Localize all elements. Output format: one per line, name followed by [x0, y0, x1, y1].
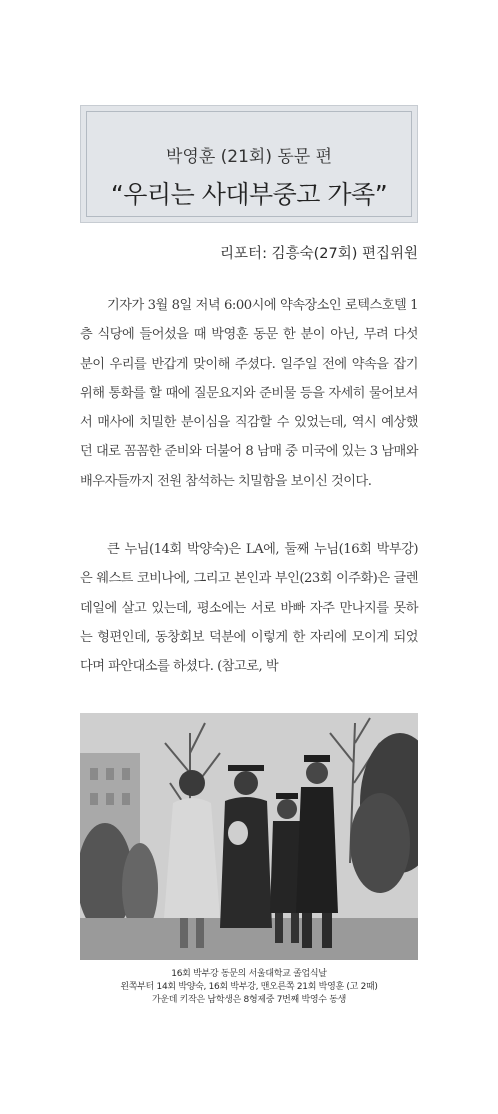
body-paragraph-1: 기자가 3월 8일 저녁 6:00시에 약속장소인 로텍스호텔 1층 식당에 들어섰을 때 박영훈 동문 한 분이 아닌, 무려 다섯 분이 우리를 반갑게 맞이해 주셨다. 일주일 전에 약속을 잡기 위해 통화를 할 때에 질문요지와 준비물 등을 자세히 물어보셔서 매사에 치밀한 분이심을 직감할 수 있었는데, 역시 예상했던 대로 꼼꼼한 준비와 더불어 8 남매 중 미국에 있는 3 남매와 배우자들까지 전원 참석하는 치밀함을 보이신 것이다.	[80, 298, 418, 489]
caption-line-3: 가운데 키작은 남학생은 8형제중 7번째 박영수 동생	[151, 995, 347, 1005]
graduation-photo-illustration	[80, 713, 418, 960]
article-subtitle: 박영훈 (21회) 동문 편	[165, 147, 333, 167]
caption-line-1: 16회 박부강 동문의 서울대학교 졸업식날	[171, 969, 327, 979]
title-inner-border	[86, 111, 412, 217]
article-title: “우리는 사대부중고 가족”	[110, 180, 388, 209]
body-paragraph-2: 큰 누님(14회 박양숙)은 LA에, 둘째 누님(16회 박부강)은 웨스트 코비나에, 그리고 본인과 부인(23회 이주화)은 글렌데일에 살고 있는데, 평소에는 서로 바빠 자주 만나지를 못하는 형편인데, 동창회보 덕분에 이렇게 한 자리에 모이게 되었다며 파안대소를 하셨다. (참고로, 박	[80, 542, 418, 675]
title-box	[80, 105, 418, 223]
caption-line-2: 왼쪽부터 14회 박양숙, 16회 박부강, 맨오른쪽 21회 박영훈 (고 2때)	[120, 982, 378, 992]
reporter-byline: 리포터: 김흥숙(27회) 편집위원	[220, 246, 418, 262]
graduation-photo	[80, 713, 418, 960]
photo-caption	[80, 968, 418, 1007]
